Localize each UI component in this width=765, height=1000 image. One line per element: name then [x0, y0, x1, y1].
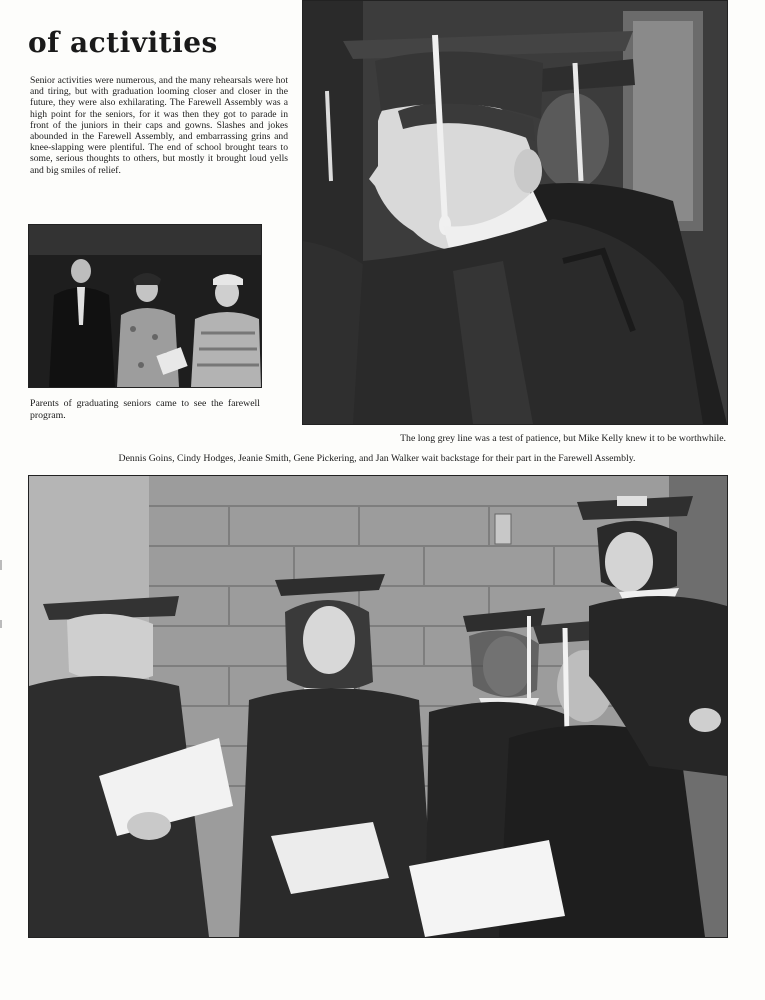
section-heading: of activities	[28, 26, 218, 59]
backstage-caption: Dennis Goins, Cindy Hodges, Jeanie Smith, Gene Pickering, and Jan Walker wait backstage for their part in the Farewell Assembly.	[118, 453, 636, 464]
parents-caption: Parents of graduating seniors came to see the farewell program.	[30, 398, 260, 421]
mike-kelly-caption: The long grey line was a test of patience, but Mike Kelly knew it to be worthwhile.	[400, 433, 726, 444]
mike-kelly-photo	[302, 0, 728, 425]
page-edge-mark	[0, 560, 2, 570]
intro-paragraph: Senior activities were numerous, and the many rehearsals were hot and tiring, but with graduation looming closer and closer in the future, they were also exhilarating. The Farewell Assembly was a high point for the seniors, for it was then they got to parade in front of the juniors in their caps and gowns. Slashes and jokes abounded in the Farewell Assembly, and embarrassing grins and knee-slapping were plentiful. The end of school brought tears to some, serious thoughts to others, but mostly it brought loud yells and big smiles of relief.	[30, 75, 288, 176]
backstage-photo	[28, 475, 728, 938]
page-edge-mark	[0, 620, 2, 628]
parents-photo	[28, 224, 262, 388]
